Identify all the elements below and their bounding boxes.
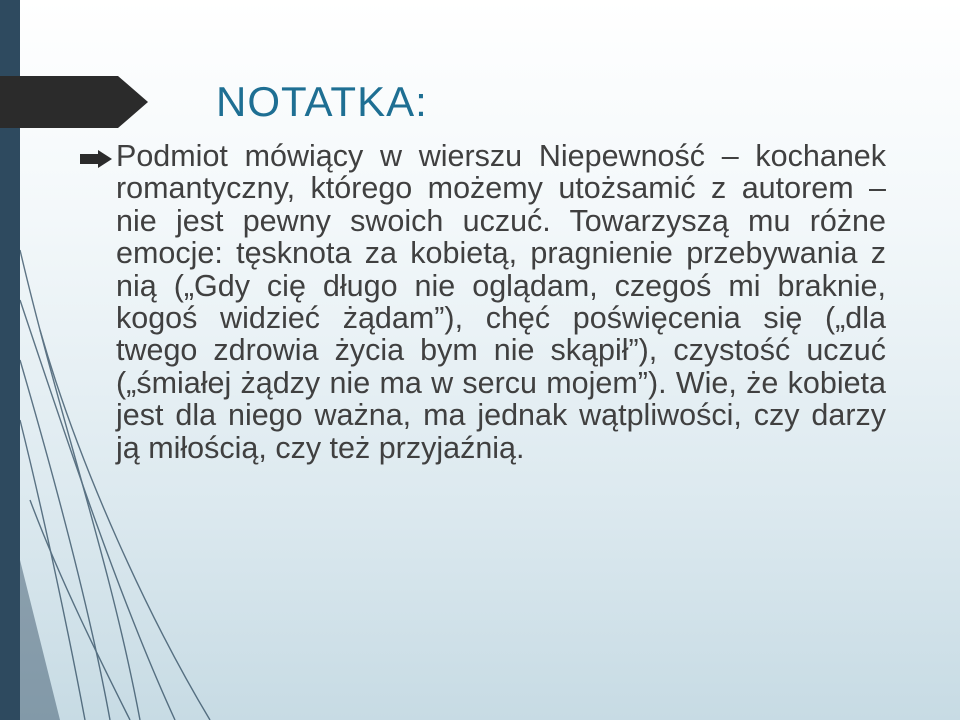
title-arrow-shape xyxy=(0,76,148,128)
slide-title: NOTATKA: xyxy=(216,78,428,125)
bullet-text: Podmiot mówiący w wierszu Niepewność – kochanek romantyczny, którego możemy utożsamić z autorem – nie jest pewny swoich uczuć. Towarzyszą mu różne emocje: tęsknota za kobietą, pragnienie przebywania z nią („Gdy cię długo nie oglądam, czegoś mi braknie, kogoś widzieć żądam”), chęć poświęcenia się („dla twego zdrowia życia bym nie skąpił”), czystość uczuć („śmiałej żądzy nie ma w sercu mojem”). Wie, że kobieta jest dla niego ważna, ma jednak wątpliwości, czy darzy ją miłością, czy też przyjaźnią. xyxy=(116,139,886,465)
right-arrow-bullet-icon xyxy=(80,150,116,173)
bullet-item xyxy=(80,140,886,464)
slide-content xyxy=(80,140,886,464)
